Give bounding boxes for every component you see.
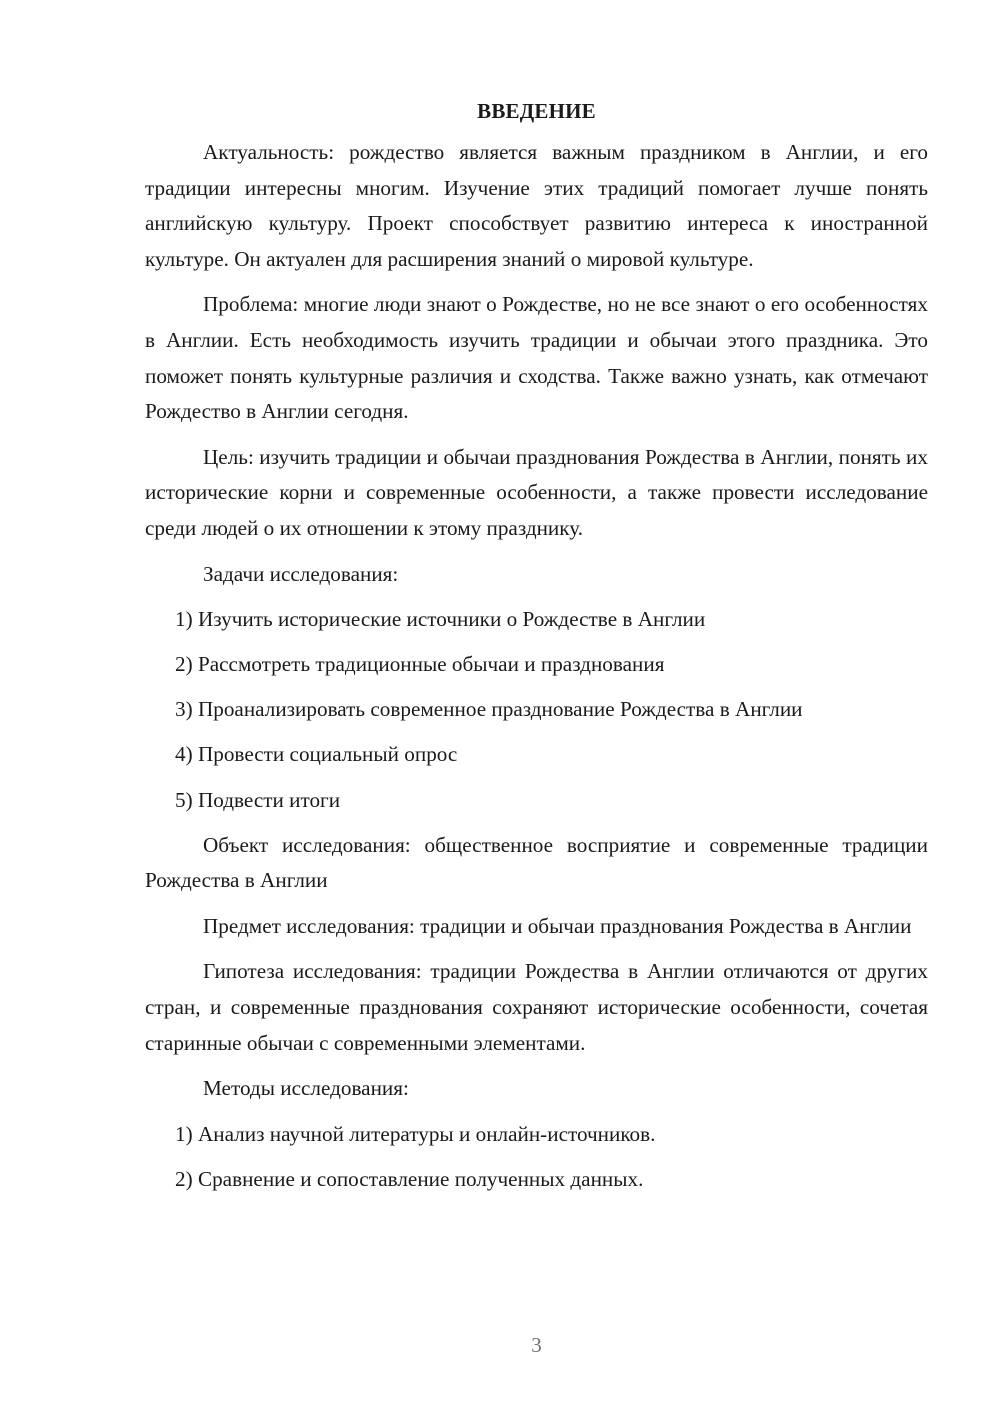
task-item: 5) Подвести итоги	[175, 787, 341, 812]
hypothesis-paragraph: Гипотеза исследования: традиции Рождества в Англии отличаются от других стран, и современные празднования сохраняют исторические особенности, сочетая старинные обычаи с современными элементами.	[145, 959, 928, 1055]
tasks-label: Задачи исследования:	[203, 561, 399, 586]
object-paragraph: Объект исследования: общественное восприятие и современные традиции Рождества в Англии	[145, 832, 928, 893]
methods-list	[145, 1117, 928, 1198]
page-number: 3	[531, 1333, 542, 1357]
methods-label: Методы исследования:	[203, 1076, 409, 1101]
task-item: 2) Рассмотреть традиционные обычаи и празднования	[175, 652, 665, 677]
task-item: 1) Изучить исторические источники о Рождестве в Англии	[175, 607, 706, 632]
task-item: 4) Провести социальный опрос	[175, 742, 458, 767]
tasks-list	[145, 602, 928, 818]
method-item: 2) Сравнение и сопоставление полученных данных.	[175, 1166, 644, 1191]
task-item: 3) Проанализировать современное празднование Рождества в Англии	[175, 697, 803, 722]
goal-paragraph: Цель: изучить традиции и обычаи празднования Рождества в Англии, понять их исторические корни и современные особенности, а также провести исследование среди людей о их отношении к этому празднику.	[145, 444, 928, 540]
method-item: 1) Анализ научной литературы и онлайн-источников.	[175, 1121, 656, 1146]
problem-paragraph: Проблема: многие люди знают о Рождестве, но не все знают о его особенностях в Англии. Есть необходимость изучить традиции и обычаи этого праздника. Это поможет понять культурные различия и сходства. Также важно узнать, как отмечают Рождество в Англии сегодня.	[145, 292, 928, 424]
relevance-paragraph: Актуальность: рождество является важным праздником в Англии, и его традиции интересны многим. Изучение этих традиций помогает лучше понять английскую культуру. Проект способствует развитию интереса к иностранной культуре. Он актуален для расширения знаний о мировой культуре.	[145, 140, 928, 271]
subject-paragraph: Предмет исследования: традиции и обычаи празднования Рождества в Англии	[203, 913, 912, 938]
section-title: ВВЕДЕНИЕ	[477, 99, 596, 123]
document-page	[145, 96, 928, 1207]
